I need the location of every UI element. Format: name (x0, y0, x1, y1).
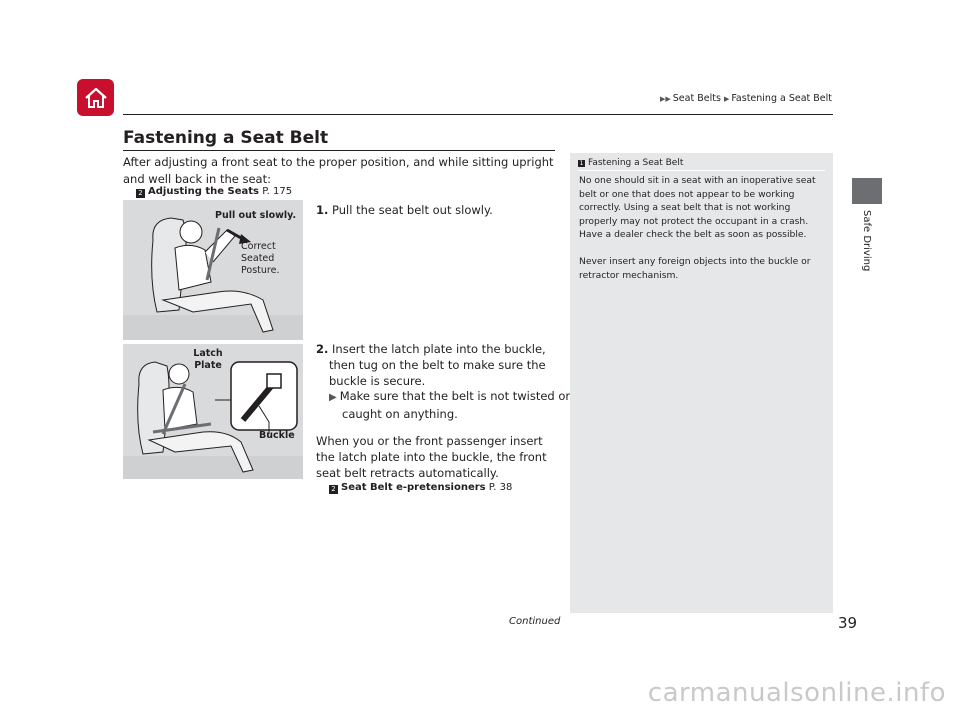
breadcrumb-arrow-icon: ▶▶ (660, 95, 671, 103)
continued-label: Continued (509, 616, 561, 627)
figure-pull-belt (123, 200, 303, 340)
page-number: 39 (838, 614, 858, 632)
breadcrumb-item-current: Fastening a Seat Belt (731, 93, 833, 104)
step-text: Insert the latch plate into the buckle, then tug on the belt to make sure the buckle is secure. (329, 342, 546, 388)
section-label: Safe Driving (861, 210, 872, 272)
page-title: Fastening a Seat Belt (123, 128, 329, 148)
step-text: Pull the seat belt out slowly. (332, 203, 493, 217)
xref-icon: 2 (136, 189, 145, 198)
home-icon (83, 85, 109, 111)
note-rule (578, 170, 825, 171)
step-2 (316, 341, 569, 389)
figure-insert-latch (123, 344, 303, 479)
label-latch-plate: Latch Plate (193, 348, 223, 371)
home-button[interactable] (77, 79, 114, 116)
header-rule (123, 114, 833, 115)
label-buckle: Buckle (259, 430, 295, 441)
label-correct-posture: Correct Seated Posture. (241, 241, 280, 276)
note-paragraph-1: No one should sit in a seat with an inoperative seat belt or one that does not appear to be working correctly. Using a seat belt that is not working properly may not protect the occupant in a crash. Have a dealer check the belt as soon as possible. (579, 175, 816, 240)
breadcrumb-item-seat-belts[interactable]: Seat Belts (672, 93, 721, 104)
step-number: 1. (316, 203, 329, 217)
intro-text: After adjusting a front seat to the proper position, and while sitting upright and well back in the seat: (123, 155, 554, 186)
step-number: 2. (316, 342, 329, 356)
side-note-panel (570, 153, 833, 613)
watermark: carmanualsonline.info (647, 678, 946, 708)
xref-pretensioners[interactable]: 2 Seat Belt e-pretensioners P. 38 (329, 482, 512, 494)
step-1 (316, 202, 556, 218)
step-2-note: ▶ Make sure that the belt is not twisted or caught on anything. (329, 389, 571, 421)
note-paragraph-2: Never insert any foreign objects into the buckle or retractor mechanism. (579, 256, 811, 281)
body-paragraph: When you or the front passenger insert the latch plate into the buckle, the front seat belt retracts automatically. (316, 434, 547, 480)
note-heading: 1 Fastening a Seat Belt (579, 158, 684, 168)
title-rule (123, 150, 555, 151)
xref-adjusting-seats[interactable]: 2 Adjusting the Seats P. 175 (136, 186, 292, 198)
label-pull-out: Pull out slowly. (215, 210, 297, 221)
breadcrumb (660, 93, 832, 104)
xref-icon: 2 (329, 485, 338, 494)
breadcrumb-arrow-icon: ▶ (723, 95, 730, 103)
note-icon: 1 (579, 160, 584, 167)
arrow-icon: ▶ (329, 392, 337, 403)
section-tab[interactable] (852, 178, 882, 204)
